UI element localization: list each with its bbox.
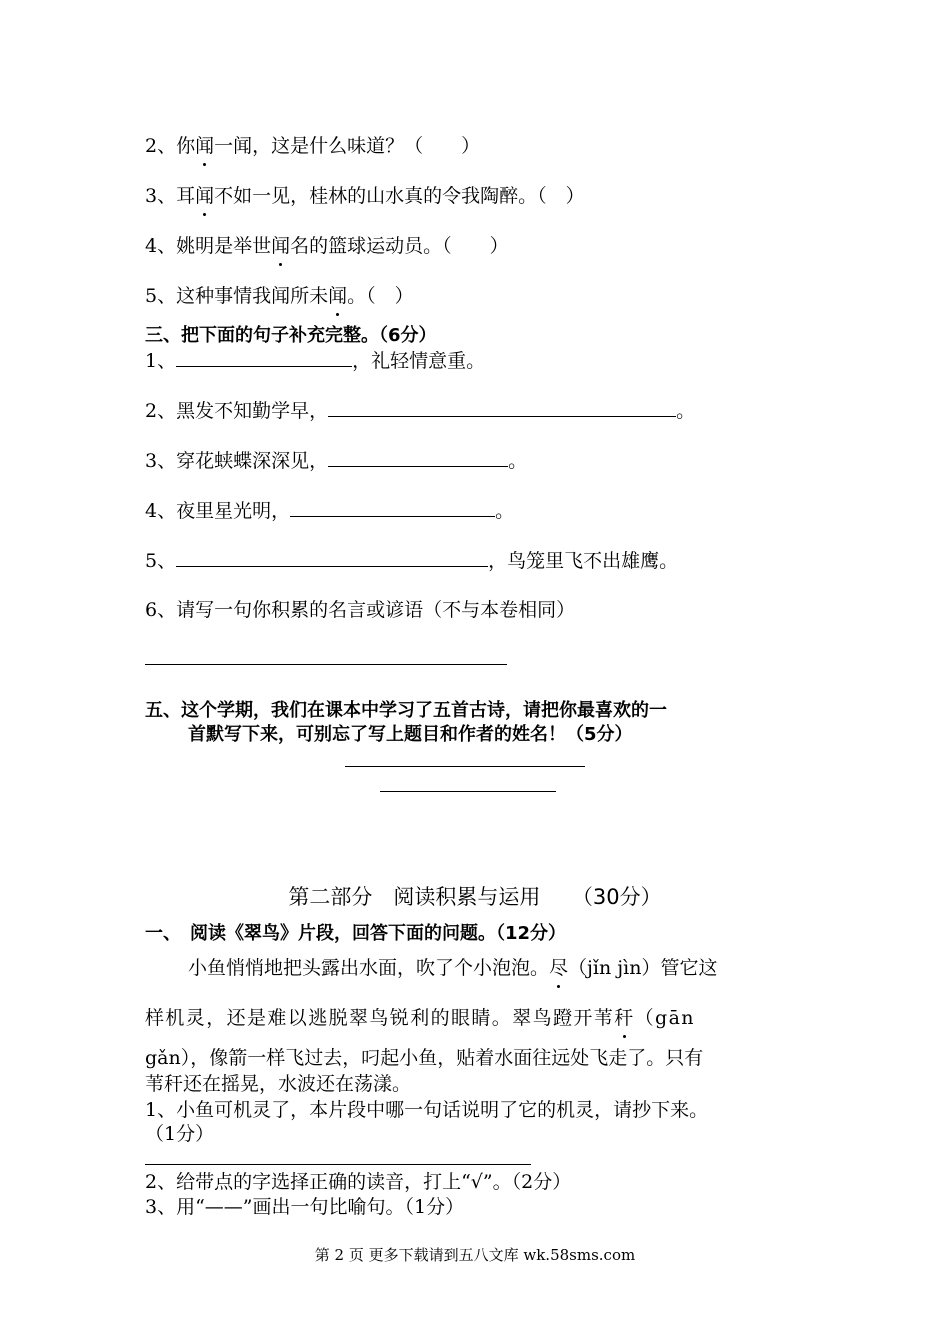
answer-blank[interactable] [328,448,508,467]
fill-1 [145,348,485,374]
answer-line[interactable] [145,1164,531,1165]
section-5-line2: 首默写下来，可别忘了写上题目和作者的姓名！（5分） [188,724,633,745]
text: （gān [634,1007,695,1029]
item-number: 4、 [145,235,177,257]
dotted-char: 秆 [614,1007,635,1029]
item-number: 1、 [145,350,177,372]
text: 一闻，这是什么味道？（ ） [214,135,481,157]
text: ，礼轻情意重。 [352,350,486,372]
fill-4 [145,498,514,524]
text: ，鸟笼里飞不出雄鹰。 [488,550,679,572]
dotted-char: 闻 [195,185,215,207]
question-4 [145,233,509,259]
item-number: 3、 [145,450,177,472]
text: 不如一见，桂林的山水真的令我陶醉。（ ） [214,185,585,207]
text: 夜里星光明， [176,500,291,522]
passage-line-2 [145,1005,695,1031]
answer-line[interactable] [380,791,556,792]
fill-5 [145,548,678,574]
text: 耳 [176,185,196,207]
fill-2 [145,398,695,424]
text: 样机灵，还是难以逃脱翠鸟锐利的眼睛。翠鸟蹬开苇 [145,1007,615,1029]
fill-6: 6、请写一句你积累的名言或谚语（不与本卷相同） [145,599,576,621]
item-number: 5、 [145,285,177,307]
item-number: 2、 [145,400,177,422]
answer-line[interactable] [145,664,507,665]
question-5 [145,283,414,309]
text: 小鱼悄悄地把头露出水面，吹了个小泡泡。 [188,957,550,979]
text: 姚明是举世 [176,235,272,257]
text: 穿花蛱蝶深深见， [176,450,329,472]
answer-line[interactable] [345,766,585,767]
dotted-char: 闻 [195,135,215,157]
text: 。 [676,400,696,422]
passage-line-3: gǎn），像箭一样飞过去，叼起小鱼，贴着水面往远处飞走了。只有 [145,1047,704,1069]
question-3 [145,183,585,209]
fill-3 [145,448,527,474]
dotted-char: 尽 [549,957,569,979]
text: 你 [176,135,196,157]
dotted-char: 闻 [271,235,291,257]
item-number: 5、 [145,550,177,572]
question-2 [145,133,480,159]
answer-blank[interactable] [290,498,495,517]
reading-q1-score: （1分） [145,1123,215,1145]
text: 这种事情我闻所未 [176,285,329,307]
item-number: 2、 [145,135,177,157]
text: 名的篮球运动员。（ ） [290,235,509,257]
dotted-char: 闻 [328,285,348,307]
reading-q2: 2、给带点的字选择正确的读音，打上“√”。（2分） [145,1171,572,1193]
part-2-title: 第二部分 阅读积累与运用 （30分） [288,885,662,909]
section-3-heading: 三、把下面的句子补充完整。（6分） [145,325,437,346]
text: （jǐn jìn）管它这 [568,957,718,979]
reading-q1: 1、小鱼可机灵了，本片段中哪一句话说明了它的机灵，请抄下来。 [145,1099,709,1121]
text: 黑发不知勤学早， [176,400,329,422]
text: 。（ ） [347,285,414,307]
section-5-line1: 五、这个学期，我们在课本中学习了五首古诗，请把你最喜欢的一 [145,700,667,721]
page-footer: 第 2 页 更多下载请到五八文库 wk.58sms.com [314,1246,636,1264]
text: 。 [508,450,528,472]
reading-heading: 一、 阅读《翠鸟》片段，回答下面的问题。（12分） [145,923,567,944]
passage-line-4: 苇秆还在摇晃，水波还在荡漾。 [145,1073,412,1095]
reading-q3: 3、用“——”画出一句比喻句。（1分） [145,1196,465,1218]
answer-blank[interactable] [176,548,488,567]
answer-blank[interactable] [328,398,676,417]
item-number: 3、 [145,185,177,207]
text: 。 [495,500,515,522]
passage-line-1 [188,955,717,981]
item-number: 4、 [145,500,177,522]
answer-blank[interactable] [176,348,352,367]
